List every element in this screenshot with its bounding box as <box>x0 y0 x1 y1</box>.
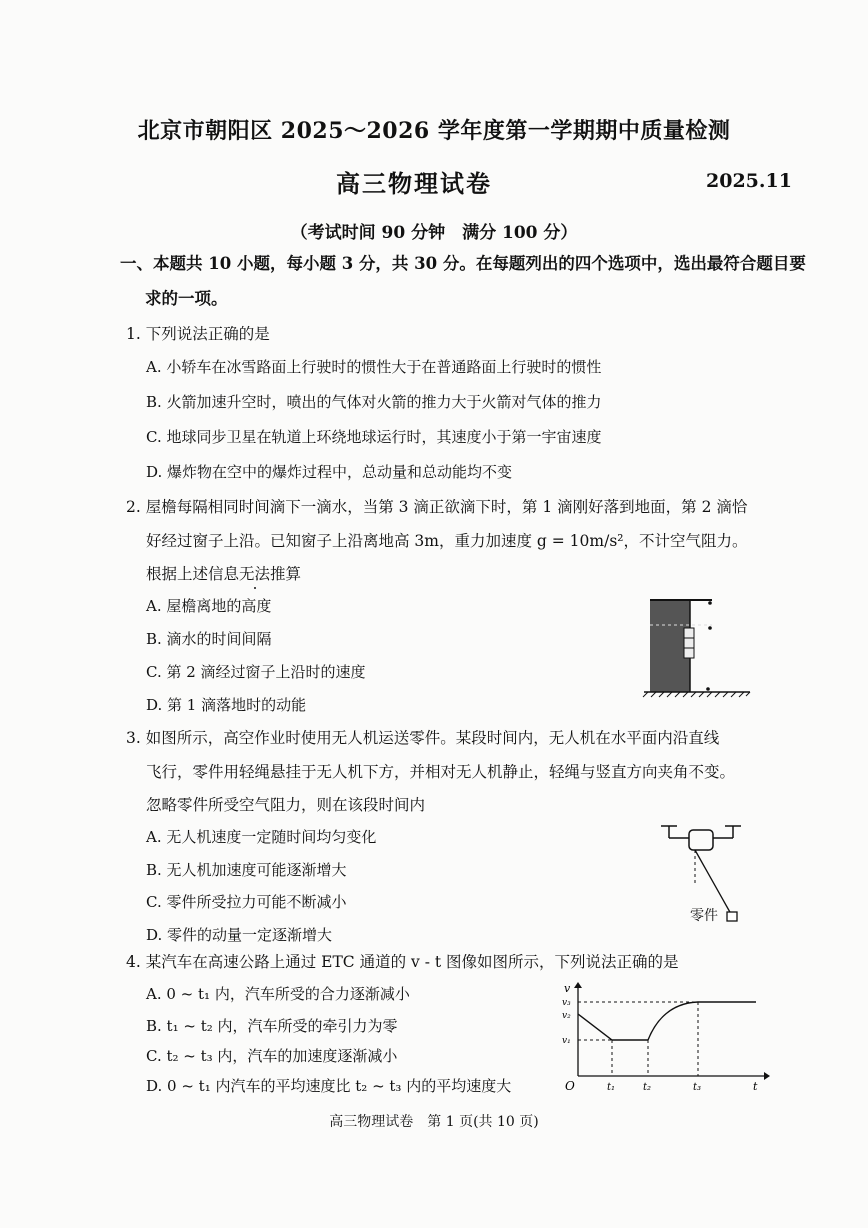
q3-option-a: A. 无人机速度一定随时间均匀变化 <box>146 828 377 846</box>
drone-icon <box>661 826 741 850</box>
v1-label: v₁ <box>562 1036 571 1046</box>
subject-title: 高三物理试卷 <box>336 169 492 198</box>
x-axis-label: t <box>753 1080 758 1092</box>
q1-option-b: B. 火箭加速升空时，喷出的气体对火箭的推力大于火箭对气体的推力 <box>146 393 602 411</box>
q2-stem-suffix: 推算 <box>270 565 302 583</box>
velocity-curve <box>578 1002 756 1040</box>
v3-label: v₃ <box>562 998 571 1008</box>
q1-stem: 1. 下列说法正确的是 <box>126 325 270 343</box>
q2-stem-line3 <box>146 562 301 584</box>
q2-stem-prefix: 根据上述信息 <box>146 565 240 583</box>
part-block <box>727 912 737 921</box>
q2-stem-line1: 2. 屋檐每隔相同时间滴下一滴水，当第 3 滴正欲滴下时，第 1 滴刚好落到地面，第 2 滴恰 <box>126 498 748 516</box>
q2-eaves-figure <box>640 594 752 698</box>
q4-stem: 4. 某汽车在高速公路上通过 ETC 通道的 v - t 图像如图所示，下列说法正确的是 <box>126 953 679 971</box>
q2-option-d: D. 第 1 滴落地时的动能 <box>146 696 307 714</box>
window-frame <box>684 628 694 658</box>
water-drop-3 <box>708 601 712 605</box>
water-drop-1 <box>706 687 710 691</box>
t3-label: t₃ <box>693 1082 702 1092</box>
x-axis-arrow-icon <box>764 1072 770 1080</box>
exam-info: （考试时间 90 分钟 满分 100 分） <box>290 223 578 243</box>
q3-option-d: D. 零件的动量一定逐渐增大 <box>146 926 333 944</box>
q2-option-c: C. 第 2 滴经过窗子上沿时的速度 <box>146 663 366 681</box>
q2-emphasis-text: 无法 <box>239 562 270 584</box>
v2-label: v₂ <box>562 1011 571 1021</box>
guide-lines <box>578 1002 698 1076</box>
q4-option-d: D. 0 ~ t₁ 内汽车的平均速度比 t₂ ~ t₃ 内的平均速度大 <box>146 1077 512 1095</box>
water-drop-2 <box>708 626 712 630</box>
q2-stem-line2: 好经过窗子上沿。已知窗子上沿离地高 3m，重力加速度 g = 10m/s²，不计空气阻力。 <box>146 532 748 550</box>
exam-title: 北京市朝阳区 2025～2026 学年度第一学期期中质量检测 <box>137 118 731 144</box>
q1-option-c: C. 地球同步卫星在轨道上环绕地球运行时，其速度小于第一宇宙速度 <box>146 428 602 446</box>
t1-label: t₁ <box>607 1082 616 1092</box>
q2-option-b: B. 滴水的时间间隔 <box>146 630 272 648</box>
q2-option-a: A. 屋檐离地的高度 <box>146 597 272 615</box>
q4-option-b: B. t₁ ~ t₂ 内，汽车所受的牵引力为零 <box>146 1017 398 1035</box>
y-axis-label: v <box>564 982 571 995</box>
q1-option-d: D. 爆炸物在空中的爆炸过程中，总动量和总动能均不变 <box>146 463 513 481</box>
origin-label: O <box>565 1079 575 1092</box>
section-heading-line2: 求的一项。 <box>145 289 228 308</box>
q4-option-a: A. 0 ~ t₁ 内，汽车所受的合力逐渐减小 <box>146 985 410 1003</box>
q4-vt-graph <box>556 980 770 1092</box>
q4-option-c: C. t₂ ~ t₃ 内，汽车的加速度逐渐减小 <box>146 1047 398 1065</box>
section-heading-line1: 一、本题共 10 小题，每小题 3 分，共 30 分。在每题列出的四个选项中，选出最符合题目要 <box>120 254 806 273</box>
q3-stem-line2: 飞行，零件用轻绳悬挂于无人机下方，并相对无人机静止，轻绳与竖直方向夹角不变。 <box>146 763 736 781</box>
t2-label: t₂ <box>643 1082 652 1092</box>
q3-figure-label: 零件 <box>690 908 718 924</box>
q3-option-b: B. 无人机加速度可能逐渐增大 <box>146 861 347 879</box>
q3-option-c: C. 零件所受拉力可能不断减小 <box>146 893 347 911</box>
y-axis-arrow-icon <box>574 982 582 988</box>
q1-option-a: A. 小轿车在冰雪路面上行驶时的惯性大于在普通路面上行驶时的惯性 <box>146 358 602 376</box>
page-footer: 高三物理试卷 第 1 页(共 10 页) <box>329 1114 539 1130</box>
q3-stem-line3: 忽略零件所受空气阻力，则在该段时间内 <box>146 796 426 814</box>
q3-stem-line1: 3. 如图所示，高空作业时使用无人机运送零件。某段时间内，无人机在水平面内沿直线 <box>126 729 720 747</box>
exam-date: 2025.11 <box>706 170 792 192</box>
